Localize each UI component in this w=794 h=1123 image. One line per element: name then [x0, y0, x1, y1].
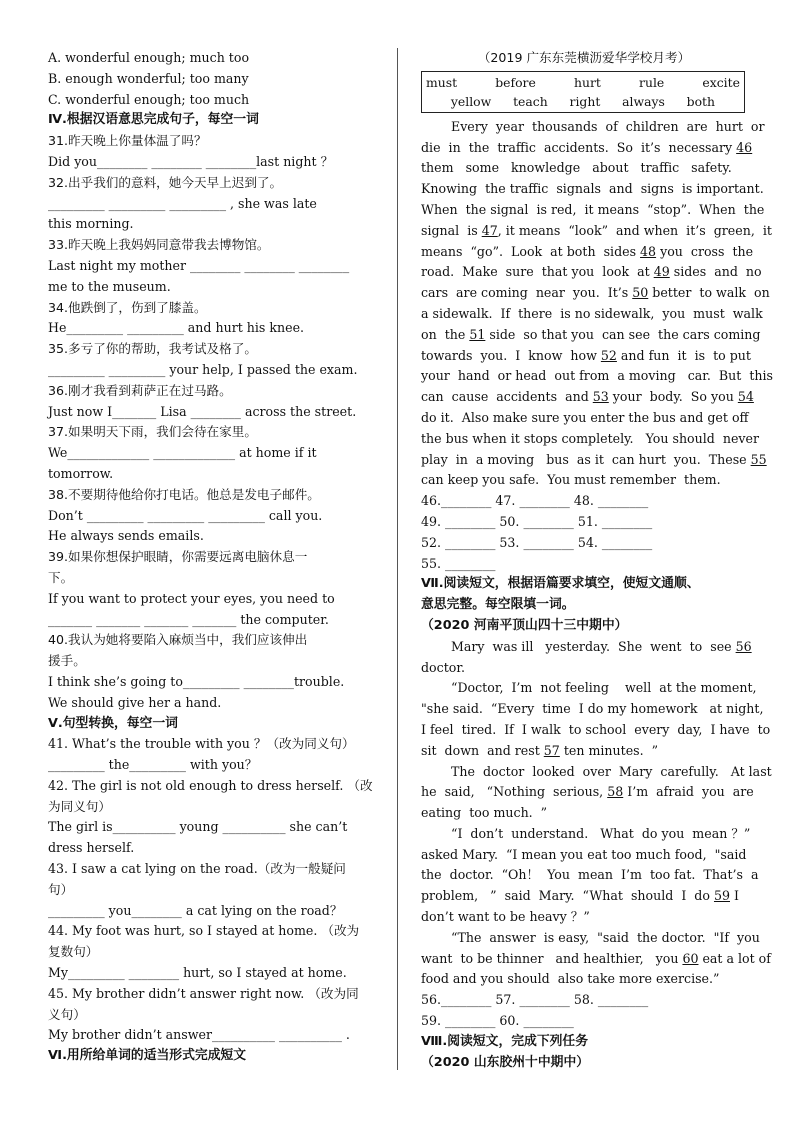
q39-chinese-b: 下。 [48, 569, 74, 585]
q39-english-b: _______ _______ _______ _______ the computer. [48, 611, 329, 627]
passage-2 [421, 637, 772, 991]
passage-line [421, 782, 754, 803]
passage-text: die in the traffic accidents. So it’s necessary [421, 139, 737, 155]
word-bank-row-2 [426, 92, 740, 111]
passage-text: can cause accidents and [421, 389, 593, 405]
word-bank-word: excite [702, 74, 740, 90]
q41-prompt: 41. What’s the trouble with you ？（改为同义句） [48, 736, 355, 752]
section-7-source: （2020 河南平顶山四十三中期中） [421, 617, 628, 633]
passage-text: don’t want to be heavy ？” [421, 909, 590, 925]
q43-prompt-b: 句） [48, 881, 74, 897]
q32-chinese: 32.出乎我们的意料，她今天早上迟到了。 [48, 174, 283, 190]
answer-line-56: 56.________ 57. ________ 58. ________ [421, 992, 649, 1008]
passage-line [421, 304, 763, 325]
passage-text: "she said. “Every time I do my homework at night, [421, 701, 764, 717]
passage-text: cars are coming near you. It’s [421, 285, 633, 301]
passage-line [421, 865, 759, 886]
right-column [421, 48, 774, 1073]
passage-text: road. Make sure that you look at [421, 264, 654, 280]
word-bank-word: right [569, 93, 601, 109]
passage-text: sit down and rest [421, 742, 544, 758]
q32-english-b: this morning. [48, 216, 134, 232]
q35-english: _________ _________ your help, I passed the exam. [48, 361, 358, 377]
passage-text: eating too much. ” [421, 805, 548, 821]
blank-number: 48 [640, 243, 657, 259]
passage-line [421, 200, 765, 221]
q39-english-a: If you want to protect your eyes, you need to [48, 590, 335, 606]
q45-prompt-a: 45. My brother didn’t answer right now. （改为同 [48, 985, 359, 1001]
passage-text: the bus when it stops completely. You should never [421, 430, 759, 446]
blank-number: 51 [469, 326, 486, 342]
passage-text: I feel tired. If I walk to school every day, I have to [421, 721, 771, 737]
passage-text: your hand or head out from a moving car. But this [421, 368, 774, 384]
q44-answer: My_________ ________ hurt, so I stayed at home. [48, 965, 347, 981]
answer-line-55: 55. ________ [421, 555, 496, 571]
option-a: A. wonderful enough; much too [48, 50, 250, 65]
passage-line [421, 262, 762, 283]
q42-answer-b: dress herself. [48, 840, 135, 856]
q34-chinese: 34.他跌倒了，伤到了膝盖。 [48, 299, 207, 315]
word-bank-word: yellow [450, 93, 492, 109]
option-b: B. enough wonderful; too many [48, 70, 249, 86]
q33-english-b: me to the museum. [48, 278, 171, 294]
q38-english-b: He always sends emails. [48, 528, 204, 544]
passage-line [421, 221, 772, 242]
passage-line [421, 450, 767, 471]
blank-number: 46 [736, 139, 753, 155]
blank-number: 52 [600, 347, 617, 363]
passage-line [421, 845, 747, 866]
passage-line [421, 325, 761, 346]
answer-line-59: 59. ________ 60. ________ [421, 1013, 574, 1029]
word-bank-word: rule [639, 74, 665, 90]
passage-text: sides and no [669, 264, 762, 280]
passage-line [421, 699, 764, 720]
passage-line [421, 720, 771, 741]
word-bank [421, 71, 745, 113]
option-c: C. wonderful enough; too much [48, 91, 250, 107]
q42-prompt-a: 42. The girl is not old enough to dress herself. （改 [48, 777, 373, 793]
passage-text: side so that you can see the cars coming [485, 326, 761, 342]
passage-line [421, 741, 747, 762]
q41-answer: _________ the_________ with you？ [48, 757, 258, 773]
passage-1 [421, 117, 774, 491]
passage-text: ten minutes. ” [559, 742, 659, 758]
q38-chinese: 38.不要期待他给你打电话。他总是发电子邮件。 [48, 486, 320, 502]
blank-number: 55 [750, 451, 767, 467]
section-7-title-a: Ⅶ.阅读短文，根据语篇要求填空，使短文通顺、 [421, 576, 700, 592]
answer-line-49: 49. ________ 50. ________ 51. ________ [421, 513, 653, 529]
q43-prompt-a: 43. I saw a cat lying on the road.（改为一般疑问 [48, 861, 346, 877]
word-bank-word: teach [513, 93, 548, 109]
passage-line [421, 886, 747, 907]
passage-text: the doctor. “Oh！ You mean I’m too fat. That’s a [421, 867, 759, 883]
q33-english-a: Last night my mother ________ ________ ________ [48, 257, 350, 273]
q45-answer: My brother didn’t answer__________ __________ . [48, 1027, 350, 1043]
passage-line [421, 242, 754, 263]
passage-line [421, 928, 760, 949]
q40-english-b: We should give her a hand. [48, 694, 222, 710]
passage-line [421, 678, 757, 699]
passage-line [421, 658, 747, 679]
passage-line [421, 637, 752, 658]
word-bank-word: always [622, 93, 665, 109]
q40-english-a: I think she’s going to_________ ________trouble. [48, 673, 345, 689]
passage-text: them some knowledge about traffic safety. [421, 160, 732, 176]
word-bank-word: hurt [574, 74, 601, 90]
q42-answer-a: The girl is__________ young __________ she can’t [48, 819, 348, 835]
blank-number: 54 [737, 389, 754, 405]
q38-english-a: Don’t _________ _________ _________ call you. [48, 507, 323, 523]
passage-1-source: （2019 广东东莞横沥爱华学校月考） [477, 50, 691, 65]
blank-number: 50 [632, 285, 649, 301]
blank-number: 60 [682, 950, 699, 966]
q37-chinese: 37.如果明天下雨，我们会待在家里。 [48, 424, 257, 440]
passage-text: towards you. I know how [421, 347, 601, 363]
passage-text: Every year thousands of children are hurt or [451, 118, 765, 134]
section-7-title-b: 意思完整。每空限填一词。 [421, 597, 575, 613]
blank-number: 49 [653, 264, 670, 280]
passage-text: When the signal is red, it means “stop”. When the [421, 201, 765, 217]
passage-text: asked Mary. “I mean you eat too much food, "said [421, 846, 747, 862]
passage-text: do it. Also make sure you enter the bus and get off [421, 409, 749, 425]
passage-text: “Doctor, I’m not feeling well at the moment, [451, 680, 757, 696]
q43-answer: _________ you________ a cat lying on the road？ [48, 902, 343, 918]
q35-chinese: 35.多亏了你的帮助，我考试及格了。 [48, 341, 257, 357]
passage-text: play in a moving bus as it can hurt you. These [421, 451, 751, 467]
passage-text: I [730, 888, 739, 904]
passage-text: problem, ” said Mary. “What should I do [421, 888, 714, 904]
blank-number: 56 [735, 638, 752, 654]
left-column [48, 48, 374, 1067]
passage-text: signal is [421, 222, 482, 238]
section-4-title: Ⅳ.根据汉语意思完成句子，每空一词 [48, 112, 259, 128]
blank-number: 58 [607, 784, 624, 800]
q32-english-a: _________ _________ _________ , she was late [48, 195, 317, 211]
q34-english: He_________ _________ and hurt his knee. [48, 320, 305, 336]
passage-line [421, 283, 770, 304]
passage-line [421, 387, 754, 408]
word-bank-row-1 [426, 73, 740, 92]
passage-line [421, 803, 747, 824]
q37-english-b: tomorrow. [48, 465, 114, 481]
q36-chinese: 36.刚才我看到莉萨正在过马路。 [48, 382, 232, 398]
passage-text: “I don’t understand. What do you mean ？” [451, 825, 751, 841]
answer-line-52: 52. ________ 53. ________ 54. ________ [421, 534, 653, 550]
blank-number: 53 [592, 389, 609, 405]
blank-number: 47 [481, 222, 498, 238]
q40-chinese-b: 援手。 [48, 653, 86, 669]
passage-line [421, 138, 753, 159]
passage-line [421, 346, 751, 367]
passage-text: you cross the [656, 243, 754, 259]
passage-text: a sidewalk. If there is no sidewalk, you must walk [421, 305, 763, 321]
q45-prompt-b: 义句） [48, 1006, 86, 1022]
passage-text: food and you should also take more exercise.” [421, 971, 720, 987]
q31-chinese: 31.昨天晚上你量体温了吗？ [48, 133, 207, 149]
q40-chinese-a: 40.我认为她将要陷入麻烦当中，我们应该伸出 [48, 632, 308, 648]
section-8-source: （2020 山东胶州十中期中） [421, 1054, 590, 1070]
passage-text: I’m afraid you are [623, 784, 754, 800]
passage-line [421, 366, 774, 387]
q36-english: Just now I_______ Lisa ________ across the street. [48, 403, 357, 419]
q44-prompt-b: 复数句） [48, 944, 99, 960]
section-6-title: Ⅵ.用所给单词的适当形式完成短文 [48, 1048, 247, 1064]
passage-text: , it means “look” and when it’s green, it [497, 222, 772, 238]
word-bank-word: both [686, 93, 716, 109]
passage-line [421, 158, 747, 179]
word-bank-word: before [495, 74, 536, 90]
answer-line-46: 46.________ 47. ________ 48. ________ [421, 493, 649, 509]
passage-text: means “go”. Look at both sides [421, 243, 641, 259]
blank-number: 59 [713, 888, 730, 904]
column-divider [397, 48, 398, 1070]
passage-line [421, 470, 747, 491]
passage-line [421, 117, 765, 138]
q31-english: Did you________ ________ ________last night ？ [48, 153, 334, 169]
word-bank-word: must [426, 74, 458, 90]
passage-line [421, 824, 751, 845]
q44-prompt-a: 44. My foot was hurt, so I stayed at home. （改为 [48, 923, 360, 939]
section-5-title: Ⅴ.句型转换，每空一词 [48, 715, 178, 731]
passage-text: Mary was ill yesterday. She went to see [451, 638, 736, 654]
passage-text: The doctor looked over Mary carefully. At last [451, 763, 772, 779]
passage-text: doctor. [421, 659, 465, 675]
passage-text: on the [421, 326, 470, 342]
q42-prompt-b: 为同义句） [48, 798, 111, 814]
passage-line [421, 429, 759, 450]
passage-line [421, 907, 747, 928]
q33-chinese: 33.昨天晚上我妈妈同意带我去博物馆。 [48, 237, 270, 253]
passage-line [421, 969, 747, 990]
passage-text: eat a lot of [698, 950, 771, 966]
section-8-title: Ⅷ.阅读短文，完成下列任务 [421, 1033, 589, 1049]
passage-line [421, 408, 747, 429]
passage-text: “The answer is easy, "said the doctor. "If you [451, 929, 760, 945]
q39-chinese-a: 39.如果你想保护眼睛，你需要远离电脑休息一 [48, 549, 308, 565]
passage-text: Knowing the traffic signals and signs is important. [421, 181, 764, 197]
blank-number: 57 [543, 742, 560, 758]
passage-text: can keep you safe. You must remember them. [421, 472, 721, 488]
passage-line [421, 762, 772, 783]
passage-text: better to walk on [648, 285, 770, 301]
passage-text: your body. So you [608, 389, 738, 405]
passage-line [421, 949, 771, 970]
q37-english-a: We_____________ _____________ at home if it [48, 445, 317, 461]
passage-text: want to be thinner and healthier, you [421, 950, 683, 966]
passage-text: and fun it is to put [616, 347, 751, 363]
passage-text: he said, “Nothing serious, [421, 784, 608, 800]
passage-line [421, 179, 764, 200]
